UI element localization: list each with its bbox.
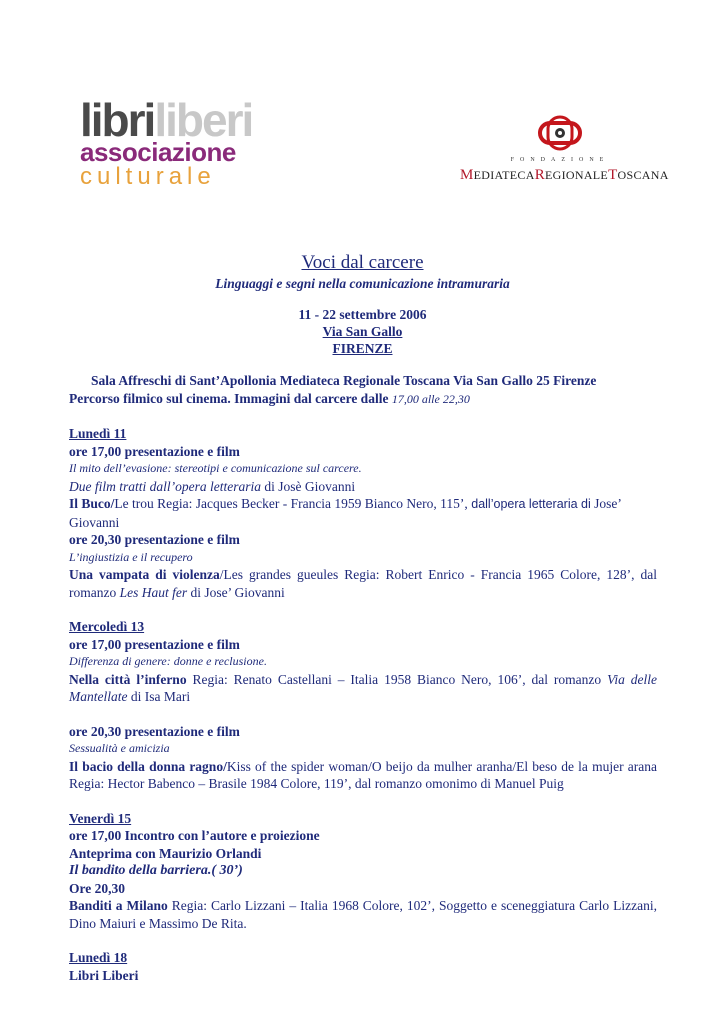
session-theme: Sessualità e amicizia [69,741,170,755]
libri-liberi-logo [80,94,270,192]
session-theme: Il mito dell’evasione: stereotipi e comunicazione sul carcere. [69,461,362,475]
session-head: ore 17,00 presentazione e film [69,636,240,652]
session-head: ore 20,30 presentazione e film [69,532,240,547]
logo-fondazione: FONDAZIONE [510,157,610,163]
logo-associazione: associazione [80,137,236,167]
session-head: ore 20,30 presentazione e film [69,723,240,739]
mediateca-emblem-icon [538,115,582,151]
intro-percorso: Percorso filmico sul cinema. Immagini dal carcere dalle 17,00 alle 22,30 [69,390,470,406]
film-title: Il bandito della barriera.( 30’) [69,863,243,878]
mediateca-logo [460,115,669,190]
program-body [69,372,657,984]
page-title: Voci dal carcere [301,252,424,273]
session-theme: L’ingiustizia e il recupero [69,549,193,564]
logo-culturale: culturale [80,163,216,190]
session-sub: Anteprima con Maurizio Orlandi [69,845,262,861]
event-city: FIRENZE [332,341,393,356]
logo-libri: libri [80,94,155,146]
film-entry: Banditi a Milano Regia: Carlo Lizzani – Italia 1968 Colore, 102’, Soggetto e sceneggiatura Carlo Lizzani, Dino Maiuri e Massimo De Rita. [69,898,657,931]
session-films-note: Due film tratti dall’opera letteraria di Josè Giovanni [69,478,356,494]
session-head: Libri Liberi [69,967,139,983]
session-theme: Differenza di genere: donne e reclusione. [69,654,267,668]
film-entry: Nella città l’inferno Regia: Renato Castellani – Italia 1958 Bianco Nero, 106’, dal romanzo Via delle Mantellate di Isa Mari [69,671,657,704]
film-entry: Il Buco/Le trou Regia: Jacques Becker - Francia 1959 Bianco Nero, 115’, dall’opera letteraria di Jose’ Giovanni [69,496,621,530]
session-head: Ore 20,30 [69,880,125,896]
day-label-11: Lunedì 11 [69,426,127,441]
day-label-18: Lunedì 18 [69,950,128,965]
page-subtitle: Linguaggi e segni nella comunicazione intramuraria [215,276,510,291]
logo-row-libri-liberi [80,94,270,146]
day-label-15: Venerdì 15 [69,810,132,826]
event-street: Via San Gallo [322,324,403,339]
session-head: ore 17,00 Incontro con l’autore e proiezione [69,828,320,843]
event-dates: 11 - 22 settembre 2006 [298,307,427,322]
intro-venue: Sala Affreschi di Sant’Apollonia Mediateca Regionale Toscana Via San Gallo 25 Firenze [91,373,597,388]
film-entry: Il bacio della donna ragno/Kiss of the spider woman/O beijo da mulher aranha/El beso de la mujer arana Regia: Hector Babenco – Brasile 1984 Colore, 119’, dal romanzo omonimo di Manuel Puig [69,758,657,791]
logo-mediateca-name: MEDIATECAREGIONALETOSCANA [460,167,669,183]
film-entry: Una vampata di violenza/Les grandes gueules Regia: Robert Enrico - Francia 1965 Colore, 128’, dal romanzo Les Haut fer di Jose’ Giovanni [69,567,657,600]
session-head: ore 17,00 presentazione e film [69,443,240,459]
day-label-13: Mercoledì 13 [69,619,145,634]
logo-liberi: liberi [154,94,253,146]
